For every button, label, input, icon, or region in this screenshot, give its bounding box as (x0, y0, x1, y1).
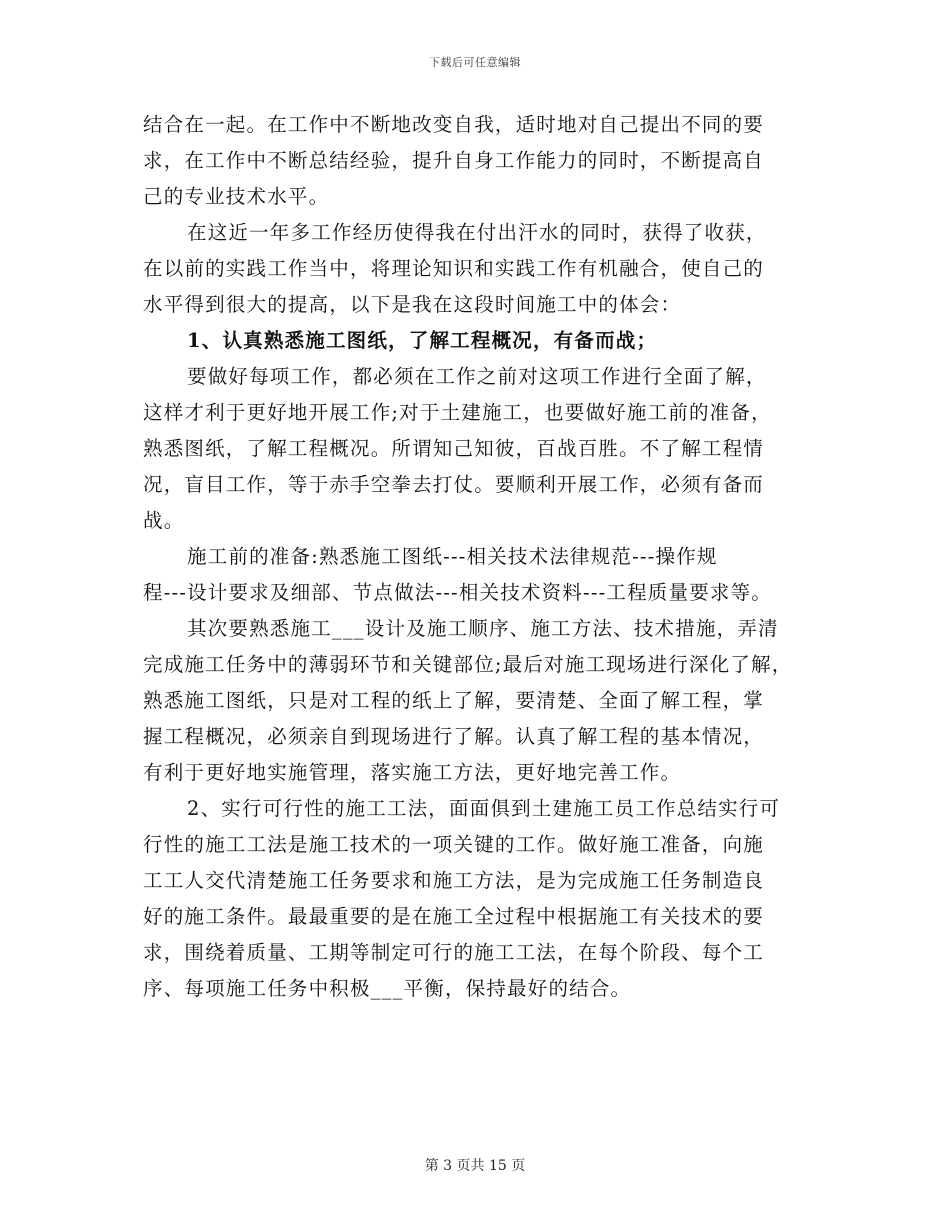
text-line: 握工程概况，必须亲自到现场进行了解。认真了解工程的基本情况， (143, 725, 765, 748)
text-line: 熟悉施工图纸，只是对工程的纸上了解，要清楚、全面了解工程，掌 (143, 689, 765, 712)
text-line: 在以前的实践工作当中，将理论知识和实践工作有机融合，使自己的 (143, 257, 765, 280)
paragraph-start-line: 2、实行可行性的施工工法，面面俱到土建施工员工作总结实行可 (187, 797, 781, 820)
text-line: 己的专业技术水平。 (143, 185, 330, 208)
text-line: 求，在工作中不断总结经验，提升自身工作能力的同时，不断提高自 (143, 149, 765, 172)
text-line: 完成施工任务中的薄弱环节和关键部位;最后对施工现场进行深化了解， (143, 653, 793, 676)
document-body (143, 107, 808, 1007)
text-line: 这样才利于更好地开展工作;对于土建施工，也要做好施工前的准备， (143, 401, 772, 424)
text-line: 行性的施工工法是施工技术的一项关键的工作。做好施工准备，向施 (143, 833, 765, 856)
page-number-footer: 第 3 页共 15 页 (424, 1158, 526, 1174)
paragraph-start-line: 施工前的准备:熟悉施工图纸---相关技术法律规范---操作规 (187, 545, 718, 568)
text-line: 序、每项施工任务中积极___平衡，保持最好的结合。 (143, 977, 632, 1000)
text-line: 熟悉图纸，了解工程概况。所谓知己知彼，百战百胜。不了解工程情 (143, 437, 765, 460)
section-heading: 1、认真熟悉施工图纸，了解工程概况，有备而战； (187, 329, 658, 352)
text-line: 好的施工条件。最最重要的是在施工全过程中根据施工有关技术的要 (143, 905, 765, 928)
text-line: 程---设计要求及细部、节点做法---相关技术资料---工程质量要求等。 (143, 581, 773, 604)
paragraph-start-line: 在这近一年多工作经历使得我在付出汗水的同时，获得了收获， (187, 221, 767, 244)
text-line: 有利于更好地实施管理，落实施工方法，更好地完善工作。 (143, 761, 682, 784)
paragraph-start-line: 要做好每项工作，都必须在工作之前对这项工作进行全面了解， (187, 365, 767, 388)
text-line: 战。 (143, 509, 185, 532)
text-line: 工工人交代清楚施工任务要求和施工方法，是为完成施工任务制造良 (143, 869, 765, 892)
paragraph-start-line: 其次要熟悉施工___设计及施工顺序、施工方法、技术措施，弄清 (187, 617, 779, 640)
text-line: 结合在一起。在工作中不断地改变自我，适时地对自己提出不同的要 (143, 113, 765, 136)
text-line: 求，围绕着质量、工期等制定可行的施工工法，在每个阶段、每个工 (143, 941, 765, 964)
text-line: 况，盲目工作，等于赤手空拳去打仗。要顺利开展工作，必须有备而 (143, 473, 765, 496)
text-line: 水平得到很大的提高，以下是我在这段时间施工中的体会： (143, 293, 682, 316)
page-header: 下载后可任意编辑 (429, 56, 521, 69)
